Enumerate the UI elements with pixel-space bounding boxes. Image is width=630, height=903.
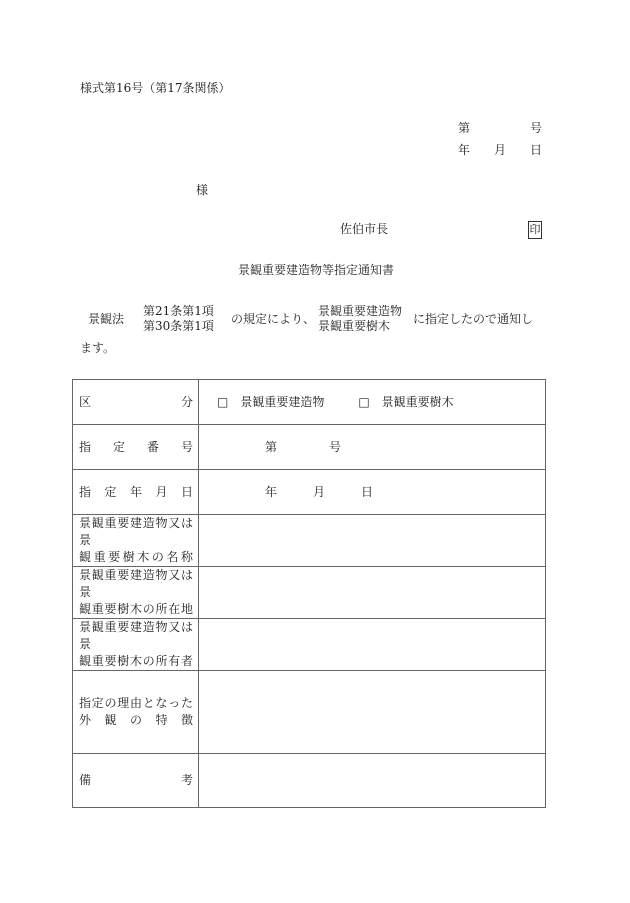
year-label: 年 bbox=[458, 143, 471, 157]
table-row bbox=[73, 425, 546, 470]
designation-table bbox=[72, 379, 546, 808]
article-1: 第21条第1項 bbox=[143, 304, 214, 318]
row-label-line1: 景観重要建造物又は景 bbox=[79, 620, 193, 651]
row-label-line1: 景観重要建造物又は景 bbox=[79, 568, 193, 599]
option-building[interactable]: □ 景観重要建造物 bbox=[217, 394, 325, 409]
owner-value[interactable] bbox=[199, 619, 546, 671]
row-label-line1: 指定の理由となった bbox=[79, 696, 193, 710]
body-end: に指定したので通知し bbox=[413, 312, 534, 326]
row-label: 備考 bbox=[79, 773, 193, 787]
body-continuation: ます。 bbox=[80, 341, 116, 355]
issue-date bbox=[458, 143, 542, 157]
remarks-value[interactable] bbox=[199, 754, 546, 808]
row-label-line2: 観重要樹木の所在地 bbox=[79, 602, 193, 616]
month-label: 月 bbox=[494, 143, 507, 157]
day-label: 日 bbox=[361, 484, 374, 499]
number-suffix: 号 bbox=[529, 121, 542, 135]
row-label: 指定年月日 bbox=[79, 484, 193, 499]
table-row bbox=[73, 754, 546, 808]
option-tree[interactable]: □ 景観重要樹木 bbox=[358, 394, 454, 409]
table-row bbox=[73, 671, 546, 754]
number-prefix: 第 bbox=[265, 439, 278, 454]
name-value[interactable] bbox=[199, 515, 546, 567]
document-title: 景観重要建造物等指定通知書 bbox=[238, 263, 395, 277]
body-middle: の規定により、 bbox=[231, 312, 316, 326]
row-label-line2: 外観の特徴 bbox=[79, 713, 193, 727]
row-label-line2: 観重要樹木の名称 bbox=[79, 550, 193, 564]
table-row bbox=[73, 380, 546, 425]
article-2: 第30条第1項 bbox=[143, 319, 214, 333]
issuer: 佐伯市長 bbox=[340, 222, 389, 236]
form-number: 様式第16号（第17条関係） bbox=[80, 81, 231, 95]
table-row bbox=[73, 619, 546, 671]
month-label: 月 bbox=[313, 484, 326, 499]
target-1: 景観重要建造物 bbox=[318, 304, 403, 318]
row-label-line2: 観重要樹木の所有者 bbox=[79, 654, 193, 668]
day-label: 日 bbox=[529, 143, 542, 157]
document-number bbox=[458, 121, 542, 135]
seal-mark: 印 bbox=[528, 221, 542, 239]
target-2: 景観重要樹木 bbox=[318, 319, 391, 333]
row-label-line1: 景観重要建造物又は景 bbox=[79, 516, 193, 547]
law-name: 景観法 bbox=[88, 312, 125, 326]
table-row bbox=[73, 515, 546, 567]
row-label: 区分 bbox=[79, 394, 193, 409]
number-suffix: 号 bbox=[329, 439, 342, 454]
row-label: 指定番号 bbox=[79, 439, 193, 454]
reason-value[interactable] bbox=[199, 671, 546, 754]
year-label: 年 bbox=[265, 484, 278, 499]
table-row bbox=[73, 567, 546, 619]
location-value[interactable] bbox=[199, 567, 546, 619]
addressee: 様 bbox=[196, 183, 209, 197]
number-prefix: 第 bbox=[458, 121, 471, 135]
table-row bbox=[73, 470, 546, 515]
